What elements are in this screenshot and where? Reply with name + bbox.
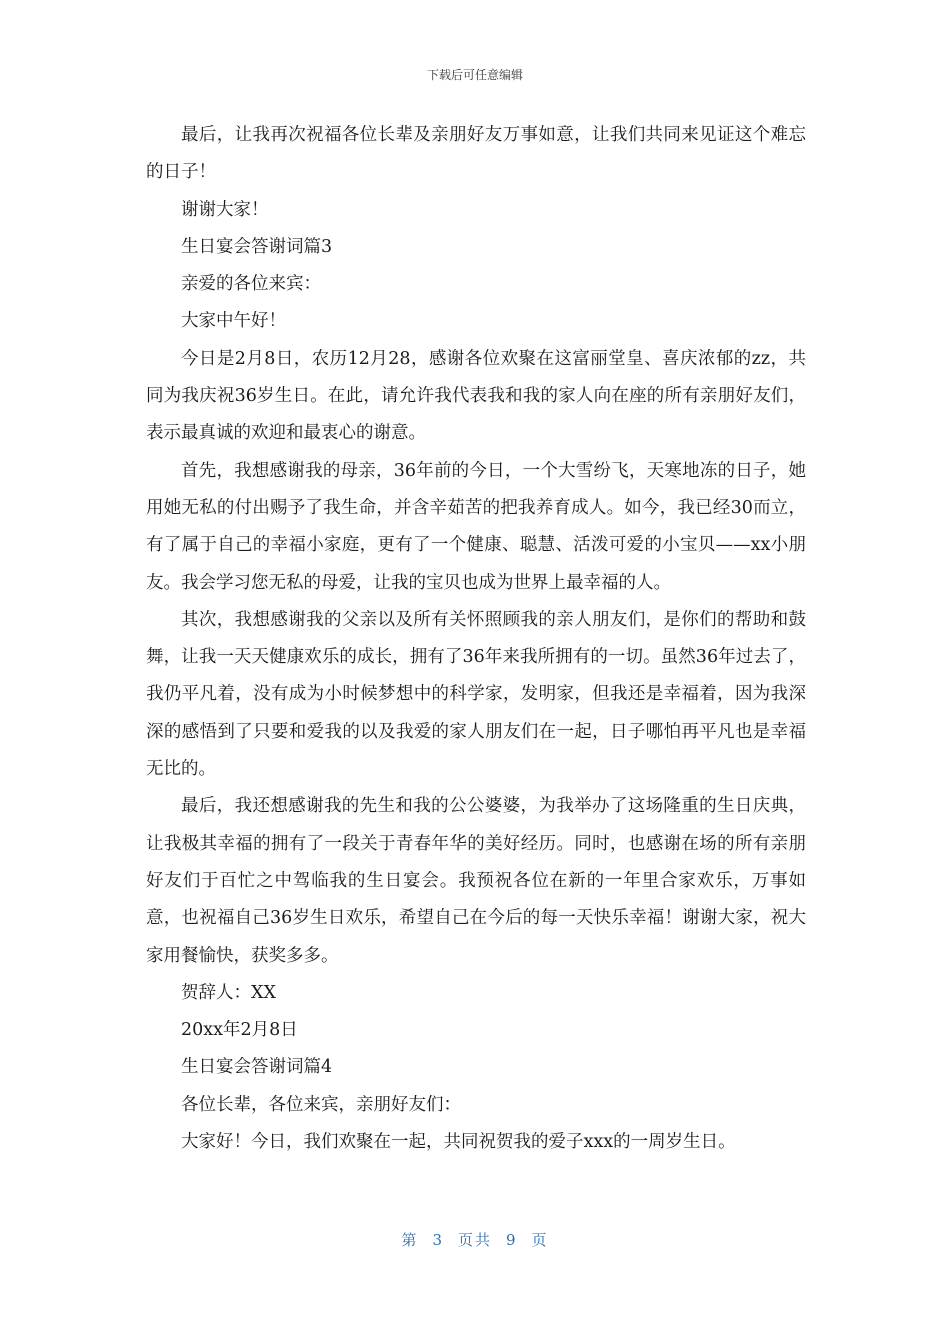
page-total: 9 [506, 1231, 518, 1249]
paragraph: 大家好！今日，我们欢聚在一起，共同祝贺我的爱子xxx的一周岁生日。 [181, 1132, 736, 1153]
signature: 贺辞人：XX [181, 982, 276, 1003]
page-footer [0, 1229, 950, 1250]
page-current: 3 [432, 1231, 444, 1249]
paragraph: 其次，我想感谢我的父亲以及所有关怀照顾我的亲人朋友们，是你们的帮助和鼓舞，让我一天天健康欢乐的成长，拥有了36年来我所拥有的一切。虽然36年过去了，我仍平凡着，没有成为小时候梦想中的科学家，发明家，但我还是幸福着，因为我深深的感悟到了只要和爱我的以及我爱的家人朋友们在一起，日子哪怕再平凡也是幸福无比的。 [146, 609, 806, 780]
section-heading: 生日宴会答谢词篇4 [181, 1057, 333, 1078]
paragraph: 最后，让我再次祝福各位长辈及亲朋好友万事如意，让我们共同来见证这个难忘的日子！ [146, 125, 806, 183]
page-label-prefix: 第 [401, 1231, 419, 1249]
page-label-mid: 页共 [457, 1231, 492, 1249]
date-line: 20xx年2月8日 [181, 1020, 298, 1041]
paragraph: 谢谢大家！ [181, 199, 269, 220]
greeting: 大家中午好！ [181, 311, 286, 332]
page-label-suffix: 页 [531, 1231, 549, 1249]
salutation: 各位长辈，各位来宾，亲朋好友们： [181, 1094, 461, 1115]
salutation: 亲爱的各位来宾： [181, 274, 321, 295]
header-note: 下载后可任意编辑 [426, 68, 523, 82]
paragraph: 首先，我想感谢我的母亲，36年前的今日，一个大雪纷飞，天寒地冻的日子，她用她无私的付出赐予了我生命，并含辛茹苦的把我养育成人。如今，我已经30而立，有了属于自己的幸福小家庭，更有了一个健康、聪慧、活泼可爱的小宝贝——xx小朋友。我会学习您无私的母爱，让我的宝贝也成为世界上最幸福的人。 [146, 460, 806, 593]
document-body [146, 117, 806, 1161]
paragraph: 最后，我还想感谢我的先生和我的公公婆婆，为我举办了这场隆重的生日庆典，让我极其幸福的拥有了一段关于青春年华的美好经历。同时，也感谢在场的所有亲朋好友们于百忙之中驾临我的生日宴会。我预祝各位在新的一年里合家欢乐，万事如意，也祝福自己36岁生日欢乐，希望自己在今后的每一天快乐幸福！谢谢大家，祝大家用餐愉快，获奖多多。 [146, 796, 806, 966]
section-heading: 生日宴会答谢词篇3 [181, 236, 333, 257]
paragraph: 今日是2月8日，农历12月28，感谢各位欢聚在这富丽堂皇、喜庆浓郁的zz，共同为我庆祝36岁生日。在此，请允许我代表我和我的家人向在座的所有亲朋好友们，表示最真诚的欢迎和最衷心的谢意。 [146, 348, 806, 444]
